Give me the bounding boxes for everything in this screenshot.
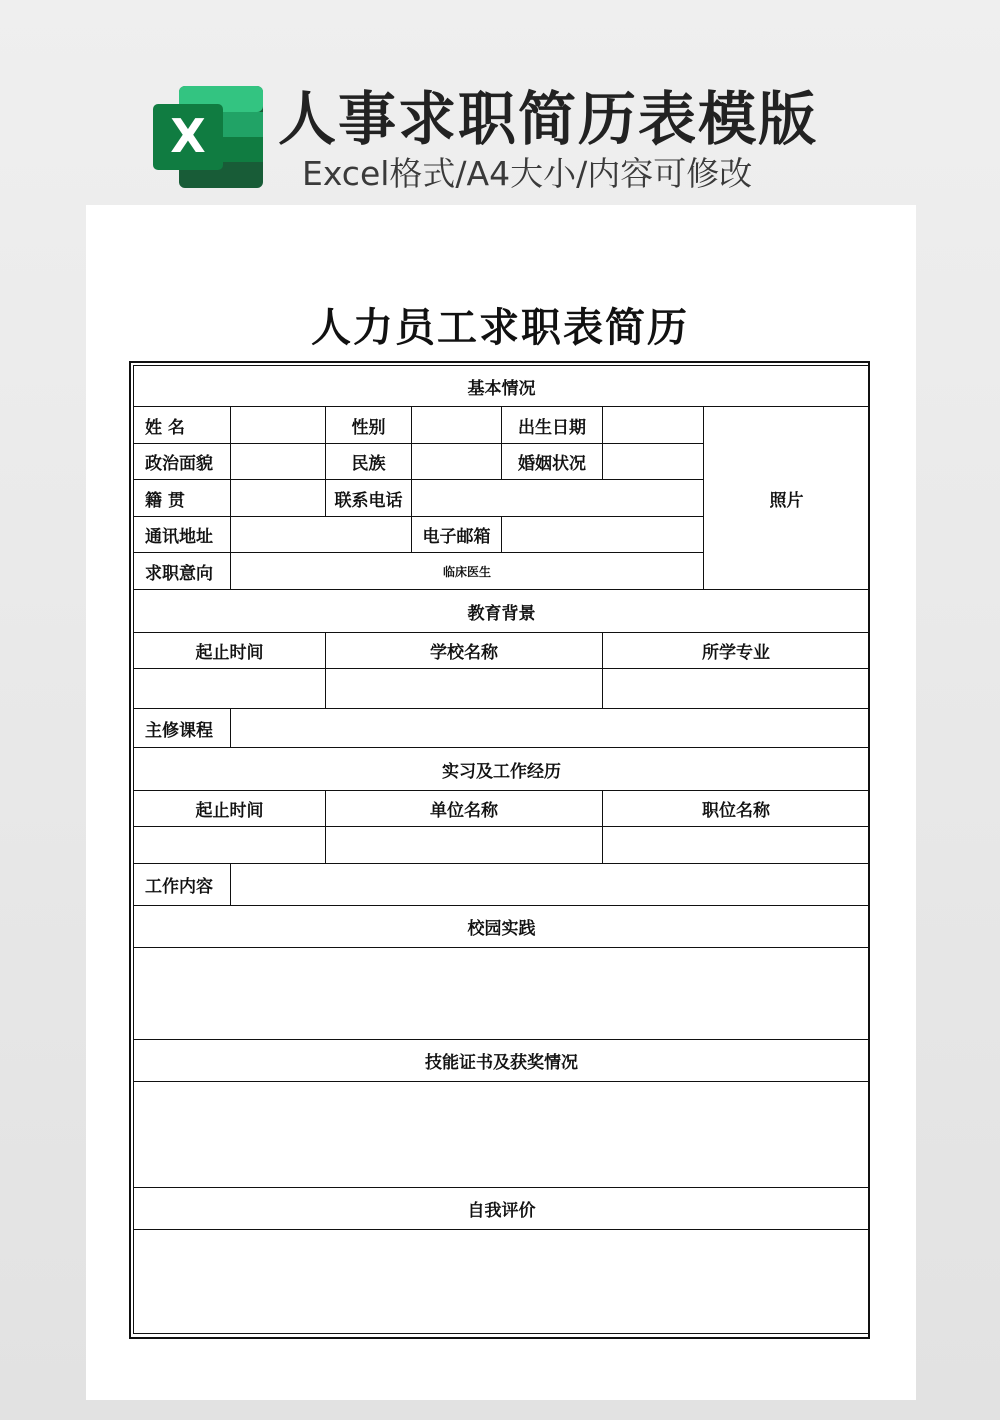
work-value-period[interactable] — [134, 827, 326, 864]
edu-value-period[interactable] — [134, 669, 326, 709]
work-header-position: 职位名称 — [603, 791, 870, 827]
label-political-status: 政治面貌 — [134, 444, 231, 480]
document-title: 人力员工求职表简历 — [311, 305, 689, 351]
value-phone[interactable] — [412, 480, 704, 517]
label-gender: 性别 — [326, 407, 412, 444]
edu-value-major[interactable] — [603, 669, 870, 709]
label-ethnicity: 民族 — [326, 444, 412, 480]
label-marital-status: 婚姻状况 — [502, 444, 603, 480]
banner — [0, 0, 1000, 205]
value-skills-awards[interactable] — [134, 1082, 870, 1188]
label-native-place: 籍 贯 — [134, 480, 231, 517]
value-native-place[interactable] — [231, 480, 326, 517]
value-name[interactable] — [231, 407, 326, 444]
banner-title: 人事求职简历表模版 — [278, 85, 819, 153]
label-name: 姓 名 — [134, 407, 231, 444]
edu-value-school[interactable] — [326, 669, 603, 709]
section-education: 教育背景 — [134, 590, 870, 633]
label-email: 电子邮箱 — [412, 517, 502, 553]
value-marital-status[interactable] — [603, 444, 704, 480]
work-header-period: 起止时间 — [134, 791, 326, 827]
value-self-evaluation[interactable] — [134, 1230, 870, 1334]
excel-icon — [153, 86, 263, 188]
edu-header-school: 学校名称 — [326, 633, 603, 669]
label-phone: 联系电话 — [326, 480, 412, 517]
work-value-company[interactable] — [326, 827, 603, 864]
photo-cell[interactable]: 照片 — [704, 407, 870, 590]
banner-subtitle: Excel格式/A4大小/内容可修改 — [302, 154, 753, 193]
label-address: 通讯地址 — [134, 517, 231, 553]
value-political-status[interactable] — [231, 444, 326, 480]
label-job-intent: 求职意向 — [134, 553, 231, 590]
value-main-courses[interactable] — [231, 709, 870, 748]
section-basic-info: 基本情况 — [134, 366, 870, 407]
label-work-content: 工作内容 — [134, 864, 231, 906]
section-self-evaluation: 自我评价 — [134, 1188, 870, 1230]
resume-table — [133, 365, 870, 1334]
excel-letter: X — [170, 109, 206, 163]
section-work-experience: 实习及工作经历 — [134, 748, 870, 791]
value-campus-practice[interactable] — [134, 948, 870, 1040]
work-header-company: 单位名称 — [326, 791, 603, 827]
value-address[interactable] — [231, 517, 412, 553]
label-birth-date: 出生日期 — [502, 407, 603, 444]
value-gender[interactable] — [412, 407, 502, 444]
work-value-position[interactable] — [603, 827, 870, 864]
value-email[interactable] — [502, 517, 704, 553]
value-birth-date[interactable] — [603, 407, 704, 444]
label-main-courses: 主修课程 — [134, 709, 231, 748]
value-job-intent[interactable]: 临床医生 — [231, 553, 704, 590]
section-skills-awards: 技能证书及获奖情况 — [134, 1040, 870, 1082]
section-campus-practice: 校园实践 — [134, 906, 870, 948]
value-work-content[interactable] — [231, 864, 870, 906]
value-ethnicity[interactable] — [412, 444, 502, 480]
edu-header-major: 所学专业 — [603, 633, 870, 669]
edu-header-period: 起止时间 — [134, 633, 326, 669]
